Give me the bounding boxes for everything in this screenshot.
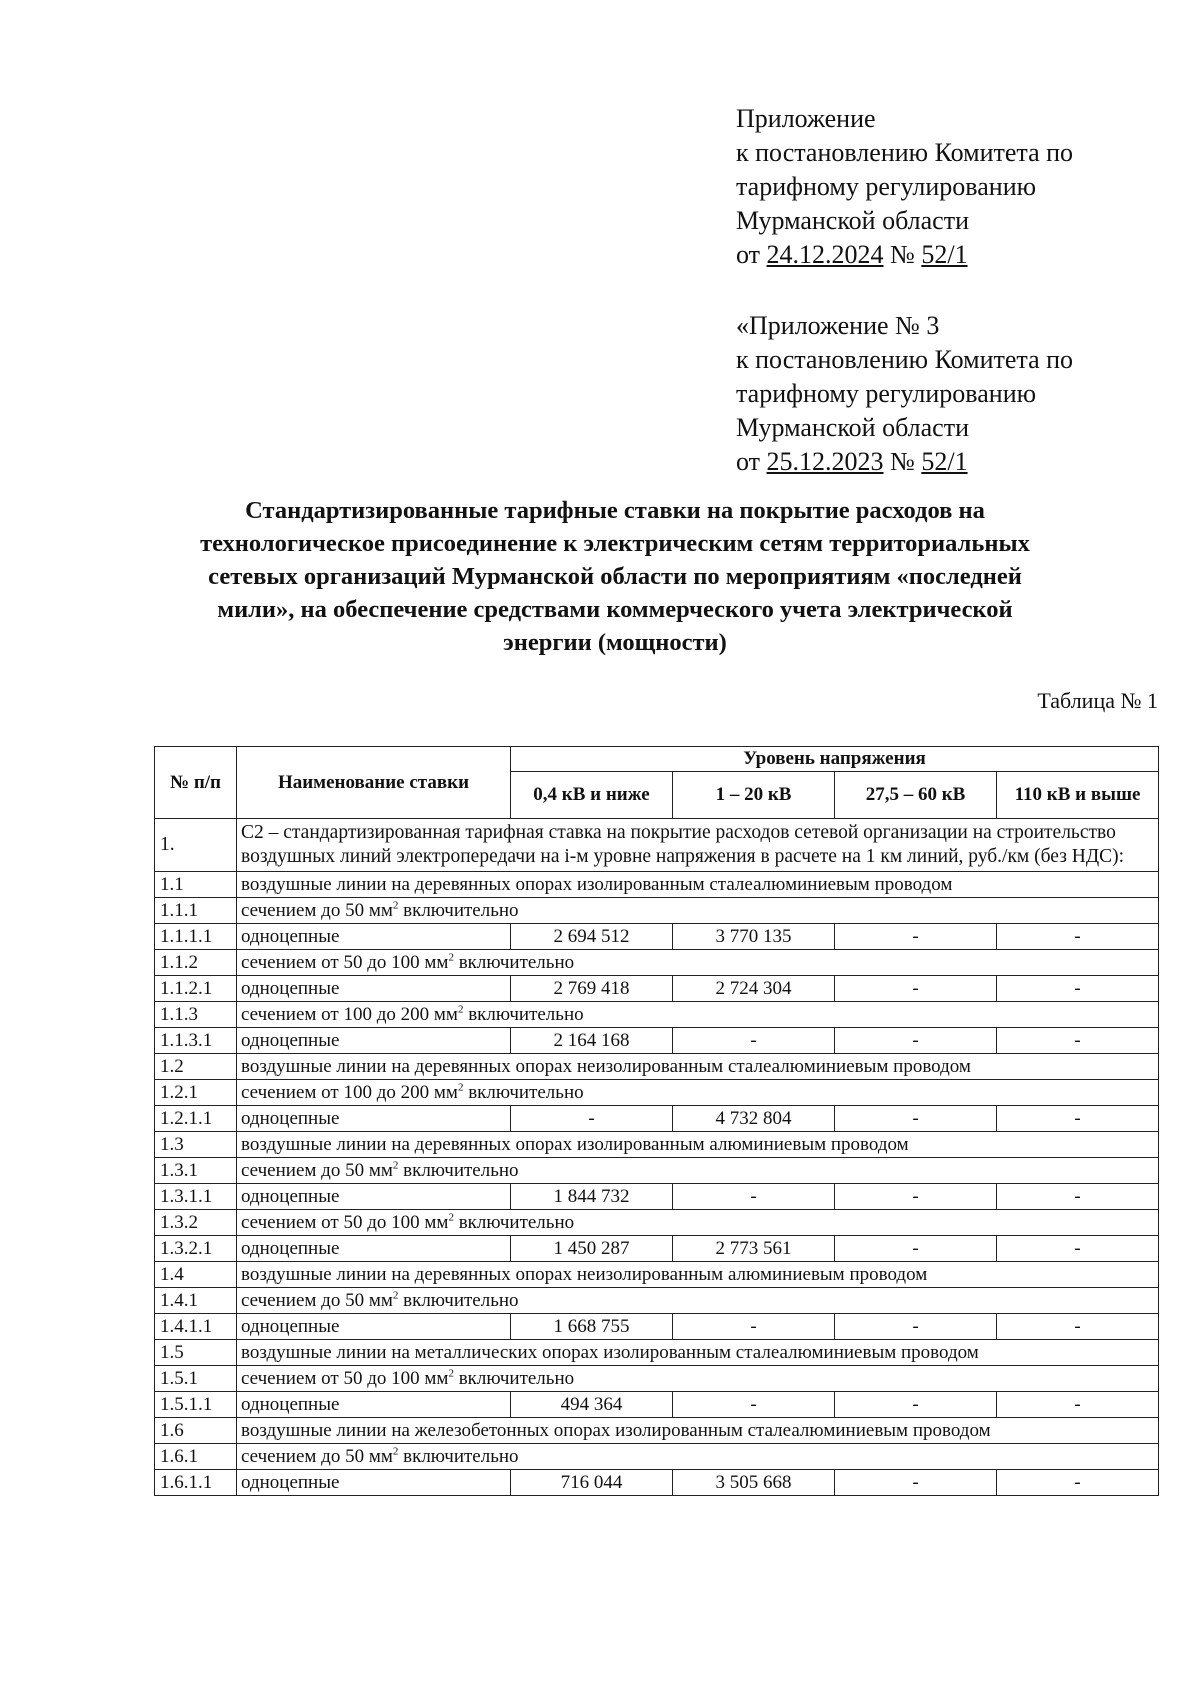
row-num: 1.3.2.1 (155, 1236, 237, 1262)
unit-superscript: 2 (392, 1289, 399, 1302)
description-text: воздушные линии на деревянных опорах изолированным алюминиевым проводом (241, 1133, 909, 1155)
description-text: сечением от 50 до 100 мм (241, 1367, 449, 1389)
table-row (155, 1158, 1159, 1184)
row-num: 1.5.1 (155, 1366, 237, 1392)
rate-value-3: - (835, 1184, 997, 1210)
description-text-suffix: включительно (398, 1445, 519, 1467)
row-num: 1.1.2.1 (155, 976, 237, 1002)
rate-value-2: - (673, 1314, 835, 1340)
table-row (155, 1444, 1159, 1470)
table-row (155, 872, 1159, 898)
table-row (155, 1314, 1159, 1340)
description-text: сечением от 50 до 100 мм (241, 951, 449, 973)
unit-superscript: 2 (392, 1445, 399, 1458)
title-line: Стандартизированные тарифные ставки на покрытие расходов на (245, 497, 985, 524)
row-description (237, 1132, 1159, 1158)
table-row (155, 1132, 1159, 1158)
rate-value-4: - (997, 1236, 1159, 1262)
rate-value-3: - (835, 1028, 997, 1054)
table-row (155, 1080, 1159, 1106)
table-row (155, 1054, 1159, 1080)
rate-value-2: 2 724 304 (673, 976, 835, 1002)
header-voltage-110: 110 кВ и выше (997, 772, 1159, 819)
section-num: 1. (155, 819, 237, 872)
section-description: С2 – стандартизированная тарифная ставка на покрытие расходов сетевой организации на строительство воздушных линий электропередачи на i-м уровне напряжения в расчете на 1 км линий, руб./км (без НДС): (237, 819, 1159, 872)
appendix-number: 52/1 (921, 447, 968, 476)
row-description (237, 1158, 1159, 1184)
row-num: 1.1.2 (155, 950, 237, 976)
unit-superscript: 2 (392, 899, 399, 912)
row-name: одноцепные (237, 1470, 511, 1496)
appendix-current-header (736, 102, 1073, 272)
table-row (155, 1340, 1159, 1366)
header-name: Наименование ставки (237, 747, 511, 819)
description-text: сечением от 100 до 200 мм (241, 1081, 458, 1103)
row-description (237, 1210, 1159, 1236)
rate-value-4: - (997, 976, 1159, 1002)
appendix-original-header (736, 309, 1073, 479)
table-row (155, 976, 1159, 1002)
appendix-date-line (736, 238, 1073, 272)
row-description (237, 1418, 1159, 1444)
header-voltage-27-60: 27,5 – 60 кВ (835, 772, 997, 819)
title-line: сетевых организаций Мурманской области по мероприятиям «последней (208, 563, 1022, 590)
date-prefix: от (736, 447, 767, 476)
table-row (155, 1184, 1159, 1210)
row-num: 1.1.1 (155, 898, 237, 924)
header-voltage-group: Уровень напряжения (511, 747, 1159, 772)
rate-value-2: 4 732 804 (673, 1106, 835, 1132)
row-name: одноцепные (237, 1392, 511, 1418)
description-text: воздушные линии на деревянных опорах изолированным сталеалюминиевым проводом (241, 873, 953, 895)
rate-value-3: - (835, 976, 997, 1002)
tariff-table (154, 746, 1159, 1496)
rate-value-2: 2 773 561 (673, 1236, 835, 1262)
document-title (120, 494, 1110, 659)
rate-value-1: 1 450 287 (511, 1236, 673, 1262)
row-description (237, 950, 1159, 976)
table-row (155, 1262, 1159, 1288)
date-prefix: от (736, 240, 767, 269)
row-name: одноцепные (237, 1184, 511, 1210)
row-num: 1.3.1.1 (155, 1184, 237, 1210)
row-num: 1.3 (155, 1132, 237, 1158)
description-text: сечением до 50 мм (241, 1289, 393, 1311)
appendix-date-line (736, 445, 1073, 479)
rate-value-4: - (997, 1314, 1159, 1340)
rate-value-3: - (835, 1470, 997, 1496)
row-description (237, 1262, 1159, 1288)
rate-value-2: - (673, 1392, 835, 1418)
unit-superscript: 2 (457, 1003, 464, 1016)
description-text-suffix: включительно (463, 1081, 584, 1103)
rate-value-2: - (673, 1184, 835, 1210)
header-voltage-1-20: 1 – 20 кВ (673, 772, 835, 819)
description-text-suffix: включительно (453, 1367, 575, 1389)
row-num: 1.3.1 (155, 1158, 237, 1184)
description-text-suffix: включительно (463, 1003, 584, 1025)
appendix-number: 52/1 (921, 240, 968, 269)
rate-value-4: - (997, 1106, 1159, 1132)
appendix-line: к постановлению Комитета по (736, 138, 1074, 167)
description-text: сечением до 50 мм (241, 1159, 393, 1181)
rate-value-3: - (835, 1236, 997, 1262)
rate-value-3: - (835, 1392, 997, 1418)
table-row (155, 1418, 1159, 1444)
row-num: 1.1.1.1 (155, 924, 237, 950)
rate-value-1: 1 668 755 (511, 1314, 673, 1340)
table-row (155, 950, 1159, 976)
description-text-suffix: включительно (453, 951, 575, 973)
table-row (155, 1028, 1159, 1054)
unit-superscript: 2 (448, 1367, 454, 1380)
appendix-line: тарифному регулированию (736, 172, 1037, 201)
row-name: одноцепные (237, 1314, 511, 1340)
table-row (155, 1470, 1159, 1496)
table-row (155, 1236, 1159, 1262)
title-line: энергии (мощности) (503, 629, 727, 656)
appendix-line: тарифному регулированию (736, 379, 1037, 408)
row-num: 1.6.1 (155, 1444, 237, 1470)
unit-superscript: 2 (457, 1081, 464, 1094)
description-text: воздушные линии на железобетонных опорах изолированным сталеалюминиевым проводом (241, 1419, 991, 1441)
table-row (155, 1210, 1159, 1236)
row-description (237, 898, 1159, 924)
rate-value-3: - (835, 1106, 997, 1132)
description-text-suffix: включительно (398, 899, 519, 921)
row-description (237, 1340, 1159, 1366)
unit-superscript: 2 (448, 951, 454, 964)
rate-value-1: - (511, 1106, 673, 1132)
row-name: одноцепные (237, 1028, 511, 1054)
table-caption: Таблица № 1 (1037, 688, 1158, 713)
row-name: одноцепные (237, 1236, 511, 1262)
description-text: воздушные линии на деревянных опорах неизолированным сталеалюминиевым проводом (241, 1055, 971, 1077)
description-text-suffix: включительно (398, 1159, 519, 1181)
row-description (237, 1054, 1159, 1080)
header-num: № п/п (155, 747, 237, 819)
rate-value-2: 3 770 135 (673, 924, 835, 950)
rate-value-4: - (997, 1392, 1159, 1418)
appendix-line: Приложение (736, 104, 876, 133)
rate-value-1: 1 844 732 (511, 1184, 673, 1210)
row-num: 1.5.1.1 (155, 1392, 237, 1418)
table-row (155, 1392, 1159, 1418)
rate-value-4: - (997, 1028, 1159, 1054)
unit-superscript: 2 (448, 1211, 454, 1224)
appendix-date: 25.12.2023 (766, 447, 884, 476)
title-line: мили», на обеспечение средствами коммерческого учета электрической (217, 596, 1013, 623)
rate-value-1: 2 164 168 (511, 1028, 673, 1054)
description-text-suffix: включительно (453, 1211, 575, 1233)
rate-value-4: - (997, 1184, 1159, 1210)
row-num: 1.2 (155, 1054, 237, 1080)
table-row (155, 924, 1159, 950)
number-prefix: № (883, 447, 922, 476)
rate-value-1: 716 044 (511, 1470, 673, 1496)
row-num: 1.4.1 (155, 1288, 237, 1314)
table-row (155, 1002, 1159, 1028)
appendix-date: 24.12.2024 (766, 240, 884, 269)
row-num: 1.2.1 (155, 1080, 237, 1106)
description-text: сечением от 50 до 100 мм (241, 1211, 449, 1233)
row-description (237, 872, 1159, 898)
rate-value-1: 2 769 418 (511, 976, 673, 1002)
row-num: 1.5 (155, 1340, 237, 1366)
row-name: одноцепные (237, 976, 511, 1002)
row-name: одноцепные (237, 1106, 511, 1132)
appendix-line: Мурманской области (736, 413, 969, 442)
row-num: 1.6.1.1 (155, 1470, 237, 1496)
row-description (237, 1366, 1159, 1392)
row-num: 1.1.3.1 (155, 1028, 237, 1054)
description-text: воздушные линии на деревянных опорах неизолированным алюминиевым проводом (241, 1263, 928, 1285)
row-description (237, 1002, 1159, 1028)
rate-value-4: - (997, 924, 1159, 950)
rate-value-3: - (835, 924, 997, 950)
appendix-line: к постановлению Комитета по (736, 345, 1074, 374)
row-num: 1.1 (155, 872, 237, 898)
appendix-line: «Приложение № 3 (736, 311, 940, 340)
table-row (155, 898, 1159, 924)
table-row (155, 1288, 1159, 1314)
rate-value-2: 3 505 668 (673, 1470, 835, 1496)
row-description (237, 1444, 1159, 1470)
row-num: 1.6 (155, 1418, 237, 1444)
row-num: 1.3.2 (155, 1210, 237, 1236)
row-name: одноцепные (237, 924, 511, 950)
rate-value-1: 2 694 512 (511, 924, 673, 950)
description-text: сечением до 50 мм (241, 1445, 393, 1467)
rate-value-3: - (835, 1314, 997, 1340)
description-text: сечением до 50 мм (241, 899, 393, 921)
rate-value-4: - (997, 1470, 1159, 1496)
description-text-suffix: включительно (398, 1289, 519, 1311)
row-num: 1.4 (155, 1262, 237, 1288)
table-row (155, 1106, 1159, 1132)
table-row (155, 1366, 1159, 1392)
number-prefix: № (883, 240, 922, 269)
row-description (237, 1080, 1159, 1106)
description-text: сечением от 100 до 200 мм (241, 1003, 458, 1025)
rate-value-1: 494 364 (511, 1392, 673, 1418)
row-description (237, 1288, 1159, 1314)
rate-value-2: - (673, 1028, 835, 1054)
unit-superscript: 2 (392, 1159, 399, 1172)
row-num: 1.4.1.1 (155, 1314, 237, 1340)
appendix-line: Мурманской области (736, 206, 969, 235)
row-num: 1.1.3 (155, 1002, 237, 1028)
header-voltage-04: 0,4 кВ и ниже (511, 772, 673, 819)
description-text: воздушные линии на металлических опорах изолированным сталеалюминиевым проводом (241, 1341, 979, 1363)
title-line: технологическое присоединение к электрическим сетям территориальных (200, 530, 1030, 557)
row-num: 1.2.1.1 (155, 1106, 237, 1132)
